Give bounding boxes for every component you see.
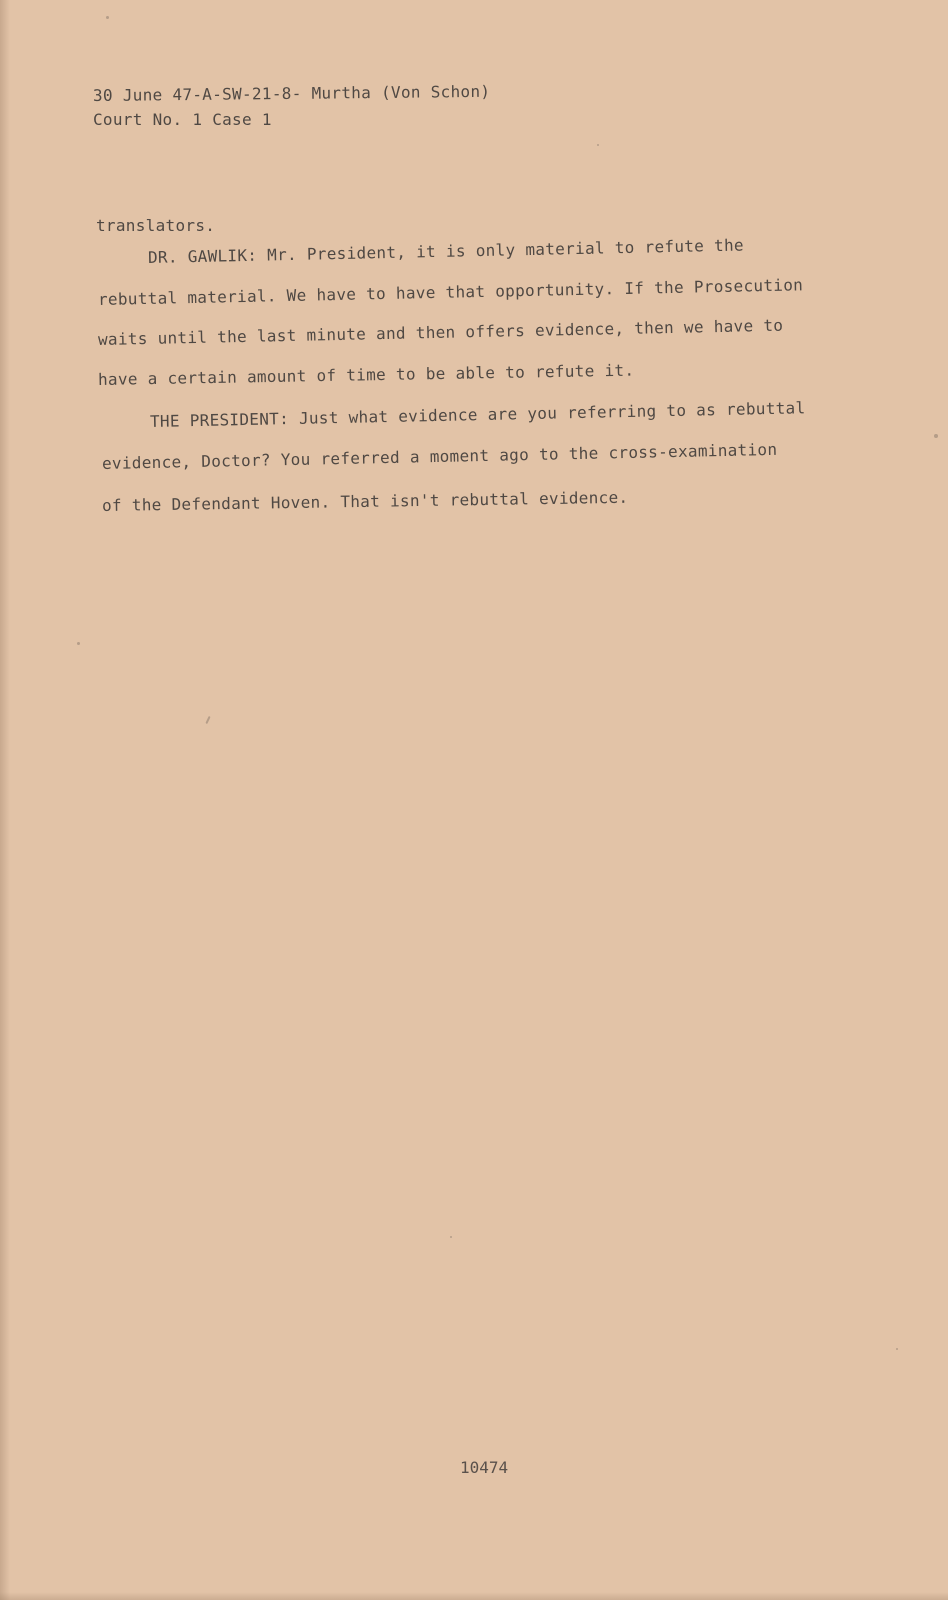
transcript-line-5: have a certain amount of time to be able to refute it. [97,360,635,389]
paper-speck [205,716,210,724]
paper-speck [106,16,109,19]
transcript-line-3: rebuttal material. We have to have that opportunity. If the Prosecution [97,275,804,309]
transcript-line-4: waits until the last minute and then offers evidence, then we have to [97,315,784,349]
paper-speck [934,434,938,438]
header-court-info: Court No. 1 Case 1 [93,110,272,129]
transcript-line-6: THE PRESIDENT: Just what evidence are you referring to as rebuttal [149,398,806,431]
paper-speck [77,642,80,645]
page-number: 10474 [460,1458,509,1477]
paper-speck [597,144,599,146]
transcript-line-8: of the Defendant Hoven. That isn't rebuttal evidence. [101,487,629,515]
paper-speck [896,1348,898,1350]
transcript-line-2: DR. GAWLIK: Mr. President, it is only material to refute the [147,235,745,267]
header-case-info: 30 June 47-A-SW-21-8- Murtha (Von Schon) [92,81,491,105]
page-bottom-shadow [0,1592,948,1600]
page-edge-shadow [0,0,10,1600]
paper-speck [450,1236,452,1238]
transcript-line-1: translators. [96,216,216,235]
transcript-line-7: evidence, Doctor? You referred a moment ago to the cross-examination [101,439,778,473]
